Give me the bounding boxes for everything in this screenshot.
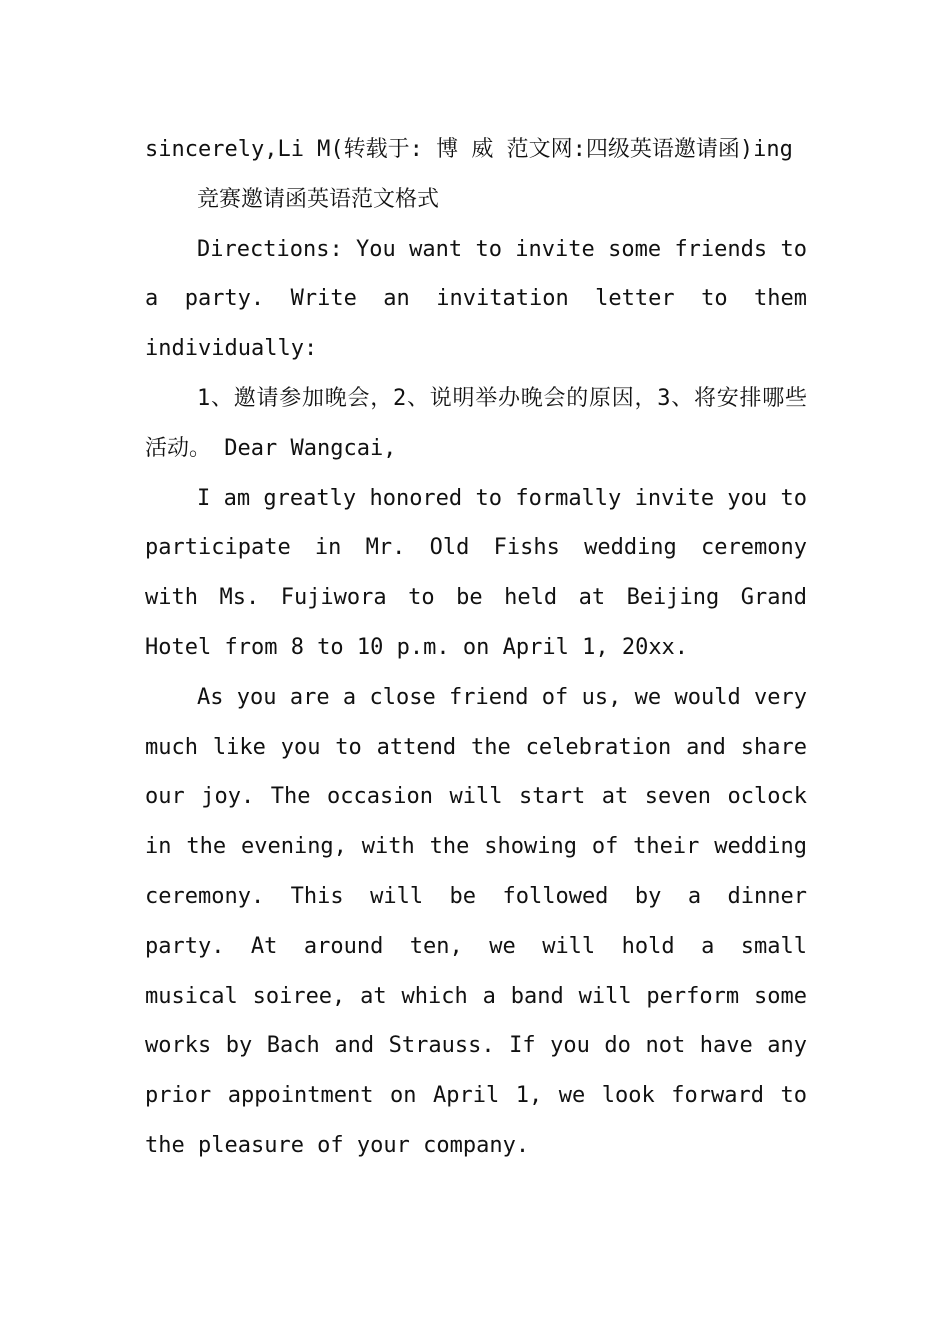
section-heading: 竞赛邀请函英语范文格式 <box>197 186 440 212</box>
document-body <box>145 125 807 1171</box>
paragraph-requirements: 1、邀请参加晚会，2、说明举办晚会的原因，3、将安排哪些活动。 Dear Wangcai, <box>145 385 807 461</box>
paragraph-directions: Directions: You want to invite some friends to a party. Write an invitation letter to them individually: <box>145 236 807 362</box>
paragraph-closing-line: sincerely,Li M(转载于: 博 威 范文网:四级英语邀请函)ing <box>145 137 793 162</box>
paragraph-details: As you are a close friend of us, we would very much like you to attend the celebration and share our joy. The occasion will start at seven oclock in the evening, with the showing of their wedding ceremony. This will be followed by a dinner party. At around ten, we will hold a small musical soiree, at which a band will perform some works by Bach and Strauss. If you do not have any prior appointment on April 1, we look forward to the pleasure of your company. <box>145 684 807 1158</box>
paragraph-invitation: I am greatly honored to formally invite you to participate in Mr. Old Fishs wedding ceremony with Ms. Fujiwora to be held at Beijing Grand Hotel from 8 to 10 p.m. on April 1, 20xx. <box>145 485 807 660</box>
